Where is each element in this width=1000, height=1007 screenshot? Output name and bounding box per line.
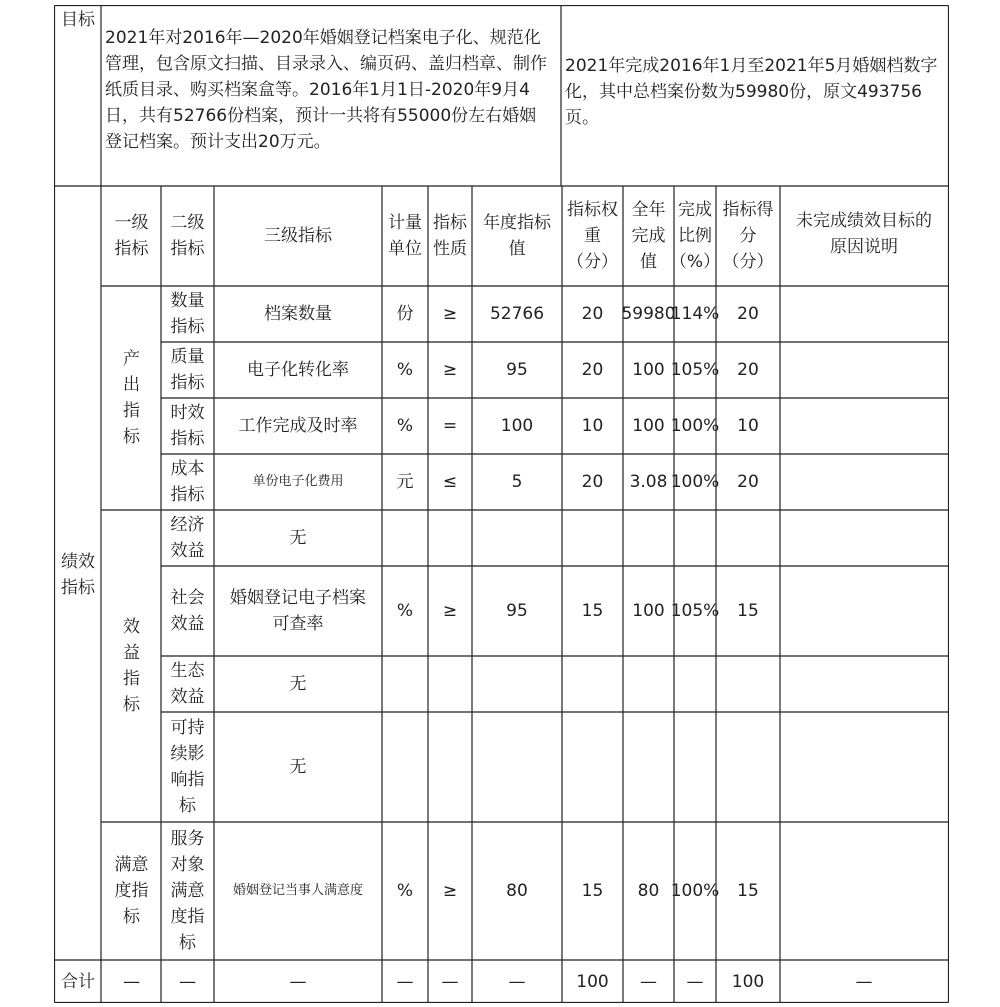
row-nature: = — [442, 416, 458, 436]
total-ratio: — — [686, 971, 704, 992]
row-weight: 15 — [581, 601, 604, 621]
performance-label: 绩效指标 — [61, 552, 95, 598]
row-level2: 成本指标 — [170, 459, 205, 505]
row-actual — [624, 512, 673, 564]
row-ratio: 100% — [670, 881, 720, 901]
row-level2: 服务对象满意度指标 — [170, 829, 205, 953]
row-unit — [383, 512, 427, 564]
row-score: 20 — [737, 472, 759, 492]
row-level2: 经济效益 — [170, 515, 205, 561]
row-ratio — [675, 512, 715, 564]
row-ratio: 100% — [670, 472, 720, 492]
row-actual: 100 — [632, 601, 665, 621]
row-nature: ≥ — [442, 881, 458, 901]
row-weight: 20 — [581, 304, 604, 324]
row-ratio: 105% — [670, 360, 720, 380]
total-level3: — — [289, 971, 307, 992]
row-unit — [383, 714, 427, 820]
row-weight: 20 — [581, 472, 604, 492]
goal-plan-text: 2021年对2016年—2020年婚姻登记档案电子化、规范化管理，包含原文扫描、目录录入、编页码、盖归档章、制作纸质目录、购买档案盒等。2016年1月1日-2020年9月4日，共有52766份档案，预计一共将有55000份左右婚姻登记档案。预计支出20万元。 — [105, 28, 547, 152]
row-unit — [383, 658, 427, 710]
row-weight: 15 — [581, 881, 604, 901]
row-score: 15 — [737, 601, 759, 621]
row-target — [473, 658, 561, 710]
row-unit: % — [396, 601, 414, 621]
row-ratio: 114% — [670, 304, 720, 324]
row-actual: 100 — [632, 416, 665, 436]
row-level2: 数量指标 — [170, 291, 205, 337]
total-actual: — — [640, 971, 657, 992]
row-weight — [563, 714, 622, 820]
row-ratio — [675, 714, 715, 820]
header-score: 指标得分（分） — [722, 200, 774, 272]
row-level3: 单份电子化费用 — [252, 474, 344, 489]
header-ratio: 完成比例（%） — [669, 200, 721, 272]
row-reason — [781, 344, 947, 396]
total-level2: — — [179, 971, 196, 992]
row-reason — [781, 714, 947, 820]
row-target: 95 — [506, 360, 528, 380]
row-nature — [429, 714, 471, 820]
row-unit: % — [396, 360, 414, 380]
row-nature: ≥ — [442, 601, 458, 621]
row-score: 15 — [737, 881, 759, 901]
row-reason — [781, 824, 947, 958]
group-satisfaction: 满意度指标 — [114, 855, 149, 927]
group-output: 产出指标 — [123, 349, 140, 447]
row-target — [473, 512, 561, 564]
header-target: 年度指标值 — [483, 213, 551, 259]
row-level3: 无 — [289, 528, 307, 548]
goal-label: 目标 — [61, 10, 95, 30]
row-level3: 电子化转化率 — [247, 360, 349, 380]
total-level1: — — [123, 971, 140, 992]
row-actual — [624, 714, 673, 820]
row-nature — [429, 658, 471, 710]
header-weight: 指标权重（分） — [567, 200, 618, 272]
row-level2: 时效指标 — [170, 403, 205, 449]
row-unit: % — [396, 881, 414, 901]
row-unit: % — [396, 416, 414, 436]
total-label: 合计 — [61, 971, 95, 992]
header-nature: 指标性质 — [433, 213, 467, 259]
row-level3: 婚姻登记电子档案可查率 — [230, 588, 366, 634]
group-benefit: 效益指标 — [123, 617, 140, 715]
row-weight — [563, 512, 622, 564]
total-weight: 100 — [576, 971, 609, 992]
row-score — [717, 512, 779, 564]
goal-actual-text: 2021年完成2016年1月至2021年5月婚姻档数字化，其中总档案份数为59980份，原文493756页。 — [565, 56, 938, 128]
row-target — [473, 714, 561, 820]
row-level3: 无 — [289, 674, 307, 694]
row-actual: 80 — [637, 881, 660, 901]
header-reason: 未完成绩效目标的原因说明 — [796, 211, 932, 257]
row-actual: 59980 — [621, 304, 676, 324]
performance-table — [54, 5, 949, 1003]
header-level2: 二级指标 — [170, 213, 205, 259]
row-reason — [781, 658, 947, 710]
row-weight: 10 — [581, 416, 604, 436]
row-target: 52766 — [489, 304, 545, 324]
row-target: 80 — [506, 881, 528, 901]
row-ratio: 100% — [670, 416, 720, 436]
row-ratio: 105% — [670, 601, 720, 621]
row-level3: 工作完成及时率 — [238, 416, 358, 436]
total-score: 100 — [731, 971, 765, 992]
row-reason — [781, 512, 947, 564]
row-level2: 生态效益 — [170, 661, 205, 707]
row-score: 10 — [737, 416, 759, 436]
row-unit: 元 — [396, 472, 414, 492]
row-level3: 婚姻登记当事人满意度 — [232, 883, 363, 898]
row-score: 20 — [737, 304, 759, 324]
row-level3: 档案数量 — [264, 304, 332, 324]
row-reason — [781, 456, 947, 508]
row-level2: 可持续影响指标 — [170, 718, 205, 816]
row-actual: 3.08 — [629, 472, 668, 492]
row-weight: 20 — [581, 360, 604, 380]
total-target: — — [508, 971, 526, 992]
row-reason — [781, 568, 947, 654]
row-weight — [563, 658, 622, 710]
row-actual — [624, 658, 673, 710]
row-score: 20 — [737, 360, 759, 380]
row-nature: ≤ — [442, 472, 458, 492]
total-reason: — — [855, 971, 873, 992]
header-actual: 全年完成值 — [631, 200, 666, 272]
header-unit: 计量单位 — [388, 213, 422, 259]
row-target: 100 — [500, 416, 534, 436]
header-level3: 三级指标 — [264, 226, 332, 246]
row-score — [717, 658, 779, 710]
row-nature: ≥ — [442, 304, 458, 324]
row-actual: 100 — [632, 360, 665, 380]
row-level2: 质量指标 — [170, 347, 205, 393]
row-unit: 份 — [396, 304, 414, 324]
row-ratio — [675, 658, 715, 710]
row-nature: ≥ — [442, 360, 458, 380]
row-nature — [429, 512, 471, 564]
row-level3: 无 — [289, 757, 307, 777]
row-score — [717, 714, 779, 820]
total-nature: — — [441, 971, 459, 992]
row-target: 5 — [511, 472, 523, 492]
total-unit: — — [396, 971, 414, 992]
row-level2: 社会效益 — [170, 588, 205, 634]
row-reason — [781, 400, 947, 452]
row-target: 95 — [506, 601, 528, 621]
header-level1: 一级指标 — [114, 213, 149, 259]
row-reason — [781, 288, 947, 340]
